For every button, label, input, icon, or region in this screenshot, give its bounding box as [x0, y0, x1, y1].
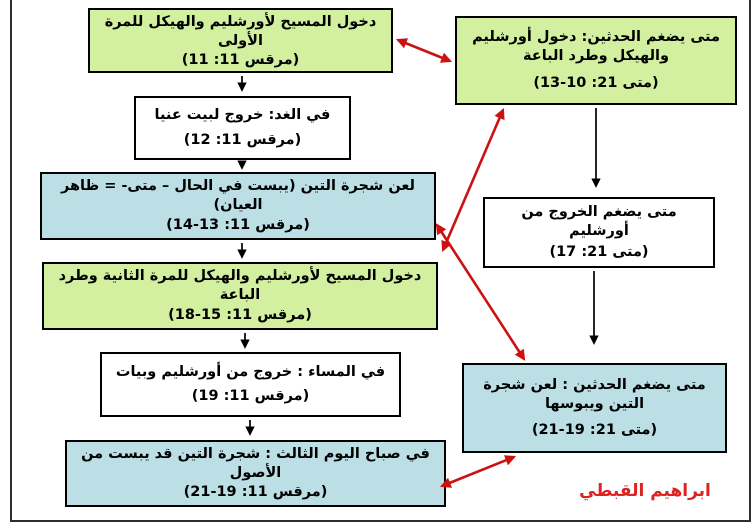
box-reference: (متى 21: 17) — [549, 243, 649, 260]
mark-box-entry-first — [88, 8, 393, 73]
box-reference: (مرقس 11: 19‏-‏21) — [183, 484, 328, 500]
matthew-box-exit — [483, 197, 715, 268]
matthew-box-entry-merged — [455, 16, 737, 105]
box-text: دخول المسيح لأورشليم والهيكل للمرة الأولى — [104, 14, 377, 49]
box-reference: (مرقس 11: 19) — [191, 388, 310, 405]
box-reference: (مرقس 11: 13‏-‏14) — [166, 216, 310, 233]
box-text: دخول المسيح لأورشليم والهيكل للمرة الثانية وطرد الباعة — [58, 268, 422, 304]
box-text: متى يضغم الحدثين : لعن شجرة التين ويبوسها — [483, 376, 706, 412]
matthew-box-fig-tree-merged — [462, 363, 727, 453]
author-signature: ابراهيم القبطي — [579, 481, 711, 501]
box-text: في صباح اليوم الثالث : شجرة التين قد يبست من الأصول — [81, 446, 430, 481]
box-text: في المساء : خروج من أورشليم وبيات — [115, 363, 386, 380]
box-text: متى يضغم الخروج من أورشليم — [521, 204, 677, 240]
box-reference: (مرقس 11: 12) — [183, 131, 302, 148]
box-reference: (مرقس 11: 11) — [181, 51, 300, 68]
box-text: في الغد: خروج لبيت عنيا — [154, 107, 331, 124]
mark-box-fig-tree-withered — [65, 440, 446, 507]
box-text: لعن شجرة التين (يبست في الحال – متى- = ظاهر العيان) — [60, 178, 415, 214]
box-reference: (متى 21: 19‏-‏21) — [531, 422, 658, 439]
mark-box-entry-second — [42, 262, 438, 330]
mark-box-evening-exit — [100, 352, 401, 417]
box-text: متى يضغم الحدثين: دخول أورشليم والهيكل وطرد الباعة — [472, 29, 720, 65]
mark-box-exit-bethany — [134, 96, 351, 160]
box-reference: (مرقس 11: 15‏-‏18) — [168, 306, 312, 323]
box-reference: (متى 21: 10‏-‏13) — [533, 74, 659, 91]
mark-box-fig-tree-curse — [40, 172, 436, 240]
